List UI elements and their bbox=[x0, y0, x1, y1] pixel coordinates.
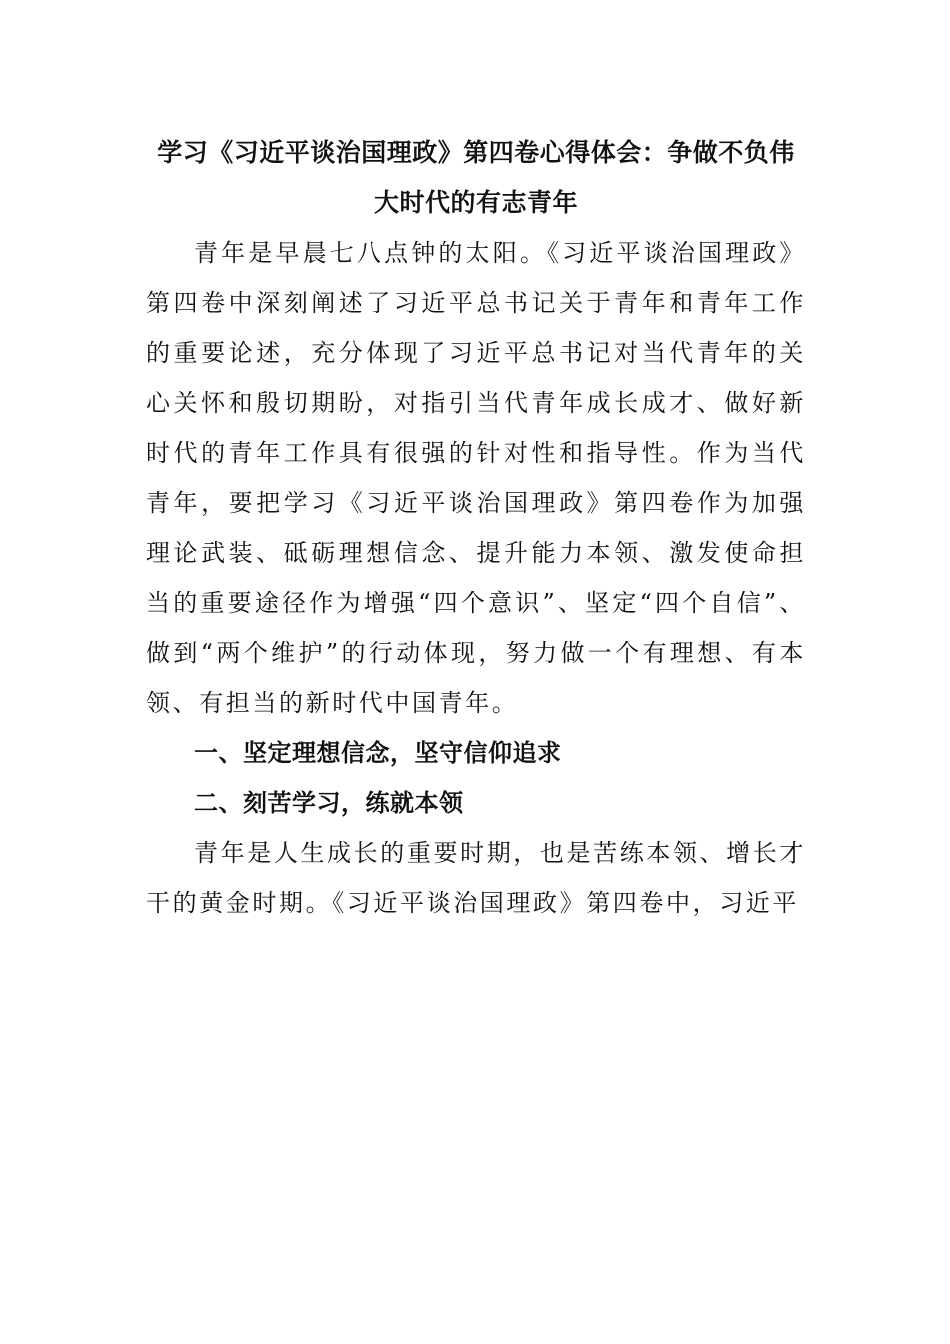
section-heading-1: 一、坚定理想信念，坚守信仰追求 bbox=[194, 739, 562, 767]
section-heading-2: 二、刻苦学习，练就本领 bbox=[194, 789, 464, 817]
document-title-line-1: 学习《习近平谈治国理政》第四卷心得体会：争做不负伟 bbox=[157, 138, 795, 167]
section-2-paragraph: 青年是人生成长的重要时期，也是苦练本领、增长才干的黄金时期。《习近平谈治国理政》第四卷中，习近平 bbox=[146, 839, 806, 917]
intro-paragraph: 青年是早晨七八点钟的太阳。《习近平谈治国理政》第四卷中深刻阐述了习近平总书记关于青年和青年工作的重要论述，充分体现了习近平总书记对当代青年的关心关怀和殷切期盼，对指引当代青年成长成才、做好新时代的青年工作具有很强的针对性和指导性。作为当代青年，要把学习《习近平谈治国理政》第四卷作为加强理论武装、砥砺理想信念、提升能力本领、激发使命担当的重要途径作为增强“四个意识”、坚定“四个自信”、做到“两个维护”的行动体现，努力做一个有理想、有本领、有担当的新时代中国青年。 bbox=[146, 239, 806, 717]
document-title-line-2: 大时代的有志青年 bbox=[373, 188, 578, 217]
document-body bbox=[146, 128, 806, 928]
